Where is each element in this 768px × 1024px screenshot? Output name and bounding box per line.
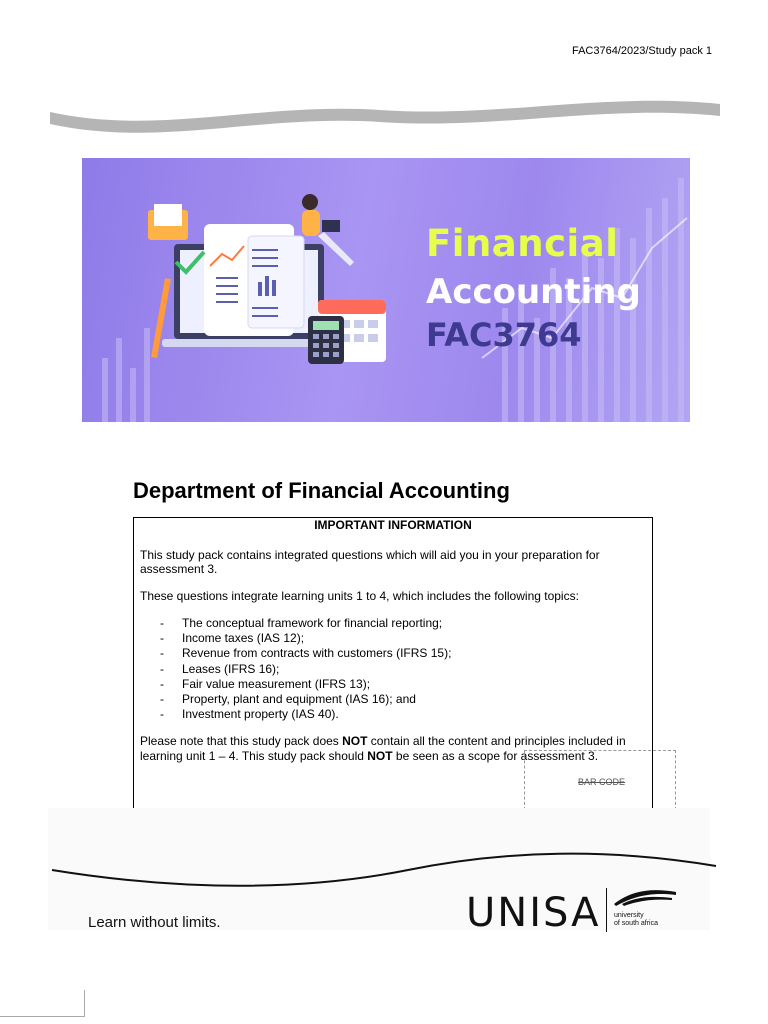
top-wave-decoration (40, 88, 730, 148)
unisa-logo-text: UNISA (466, 890, 601, 936)
logo-divider (606, 888, 607, 932)
topic-item: - Investment property (IAS 40). (160, 707, 646, 722)
course-banner (82, 158, 690, 422)
logo-sub-line: of south africa (614, 920, 658, 927)
banner-title-financial: Financial (426, 222, 619, 265)
topic-item: - Income taxes (IAS 12); (160, 631, 646, 646)
info-paragraph-1: This study pack contains integrated questions which will aid you in your preparation for assessment 3. (140, 547, 600, 576)
document-reference: FAC3764/2023/Study pack 1 (571, 45, 712, 57)
banner-title-accounting: Accounting (426, 272, 641, 312)
topic-item: - Fair value measurement (IFRS 13); (160, 677, 646, 692)
barcode-label: BAR CODE (578, 777, 626, 787)
topic-item: - Property, plant and equipment (IAS 16); and (160, 692, 646, 707)
footer-tagline: Learn without limits. (88, 914, 221, 931)
note-emphasis: NOT (342, 734, 368, 749)
topic-item: - Revenue from contracts with customers (IFRS 15); (160, 646, 646, 661)
unisa-emblem-icon (612, 886, 678, 908)
note-text: contain all the content and principles included in learning unit 1 – 4. This study pack should (140, 734, 626, 763)
note-emphasis: NOT (367, 748, 393, 763)
note-text: be seen as a scope for assessment 3. (392, 748, 599, 763)
topic-item: - Leases (IFRS 16); (160, 662, 646, 677)
unisa-logo-subtitle (614, 912, 658, 928)
page-corner-mark (0, 990, 85, 1017)
topics-list (140, 616, 646, 722)
logo-sub-line: university (614, 912, 644, 919)
department-heading: Department of Financial Accounting (133, 478, 510, 503)
info-paragraph-2: These questions integrate learning units 1 to 4, which includes the following topics: (140, 588, 579, 603)
banner-course-code: FAC3764 (426, 316, 582, 354)
topic-item: - The conceptual framework for financial reporting; (160, 616, 646, 631)
note-text: Please note that this study pack does (140, 734, 343, 749)
info-box-title: IMPORTANT INFORMATION (314, 518, 472, 532)
